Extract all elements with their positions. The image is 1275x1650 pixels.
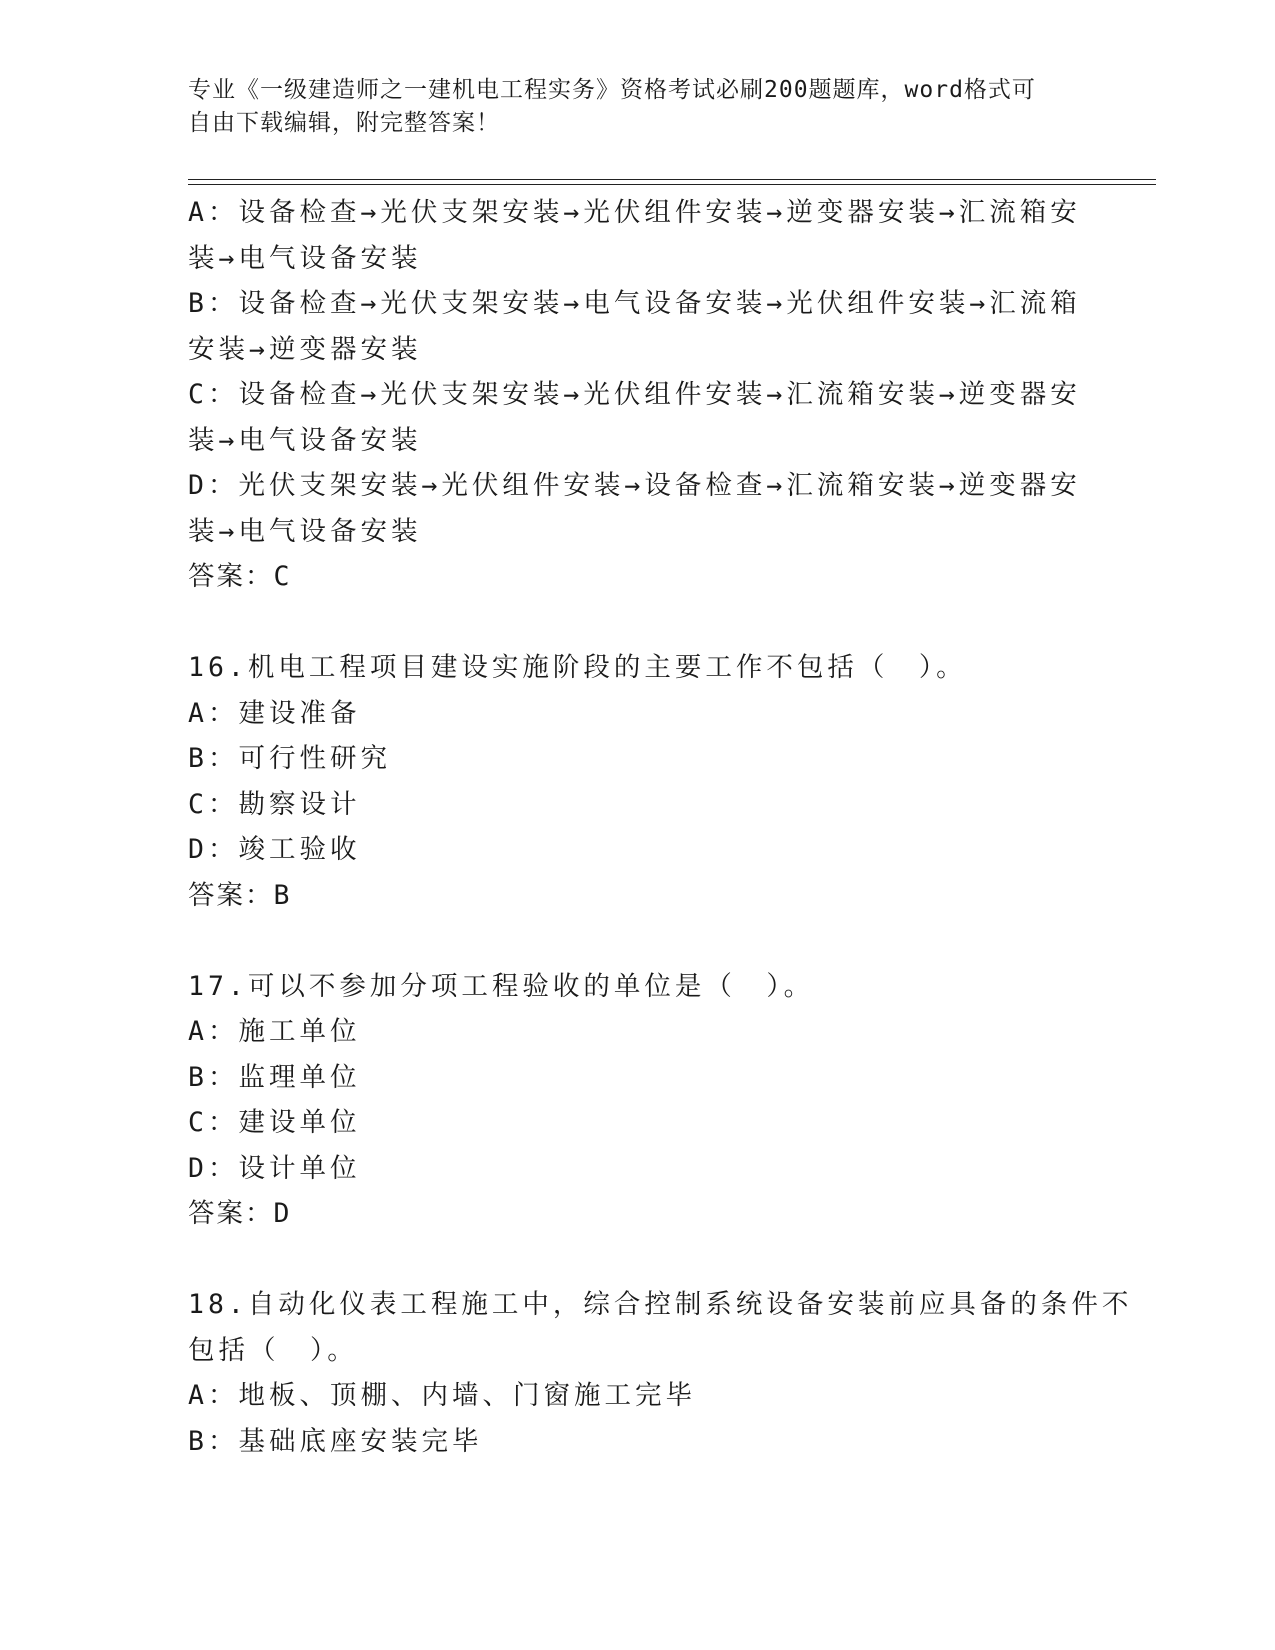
question-text: 17.可以不参加分项工程验收的单位是（ ）。: [188, 970, 815, 1002]
option-b: B：基础底座安装完毕: [188, 1425, 483, 1457]
question-17: [188, 964, 1088, 1237]
spacer: [188, 600, 1088, 646]
option-d: D：设计单位: [188, 1152, 361, 1184]
option-a: A：地板、顶棚、内墙、门窗施工完毕: [188, 1380, 696, 1411]
option-line: A：设备检查→光伏支架安装→光伏组件安装→逆变器安装→汇流箱安: [188, 197, 1081, 228]
option-b: B：可行性研究: [188, 743, 391, 774]
option-c: C：建设单位: [188, 1107, 361, 1138]
option-line: 安装→逆变器安装: [188, 333, 422, 365]
option-a: [188, 190, 1088, 281]
answer-label: 答案：B: [188, 879, 292, 911]
option-d: D：竣工验收: [188, 834, 361, 865]
question-text: 18.自动化仪表工程施工中，综合控制系统设备安装前应具备的条件不: [188, 1289, 1133, 1320]
option-c: [188, 372, 1088, 463]
option-line: B：设备检查→光伏支架安装→电气设备安装→光伏组件安装→汇流箱: [188, 288, 1081, 319]
option-d: [188, 463, 1088, 554]
header-divider-bottom: [188, 184, 1156, 185]
option-b: [188, 281, 1088, 372]
option-line: D：光伏支架安装→光伏组件安装→设备检查→汇流箱安装→逆变器安: [188, 470, 1081, 501]
option-line: 装→电气设备安装: [188, 515, 422, 547]
answer-label: 答案：D: [188, 1198, 292, 1229]
option-line: C：设备检查→光伏支架安装→光伏组件安装→汇流箱安装→逆变器安: [188, 379, 1081, 410]
option-a: A：建设准备: [188, 697, 361, 729]
option-line: 装→电气设备安装: [188, 242, 422, 274]
option-line: 装→电气设备安装: [188, 424, 422, 456]
question-15: [188, 190, 1088, 600]
header-line-2: 自由下载编辑，附完整答案！: [188, 110, 500, 136]
spacer: [188, 918, 1088, 964]
question-text: 16.机电工程项目建设实施阶段的主要工作不包括（ ）。: [188, 652, 967, 683]
question-text: 包括（ ）。: [188, 1334, 358, 1366]
question-18: [188, 1282, 1133, 1464]
option-a: A：施工单位: [188, 1016, 361, 1047]
document-header: [188, 74, 1088, 140]
answer-label: 答案：C: [188, 561, 292, 592]
header-line-1: 专业《一级建造师之一建机电工程实务》资格考试必刷200题题库，word格式可: [188, 77, 1036, 103]
option-b: B：监理单位: [188, 1061, 361, 1093]
header-divider-top: [188, 179, 1156, 180]
question-body: [188, 190, 1133, 1464]
question-16: [188, 645, 1088, 918]
spacer: [188, 1237, 1088, 1283]
option-c: C：勘察设计: [188, 788, 361, 820]
